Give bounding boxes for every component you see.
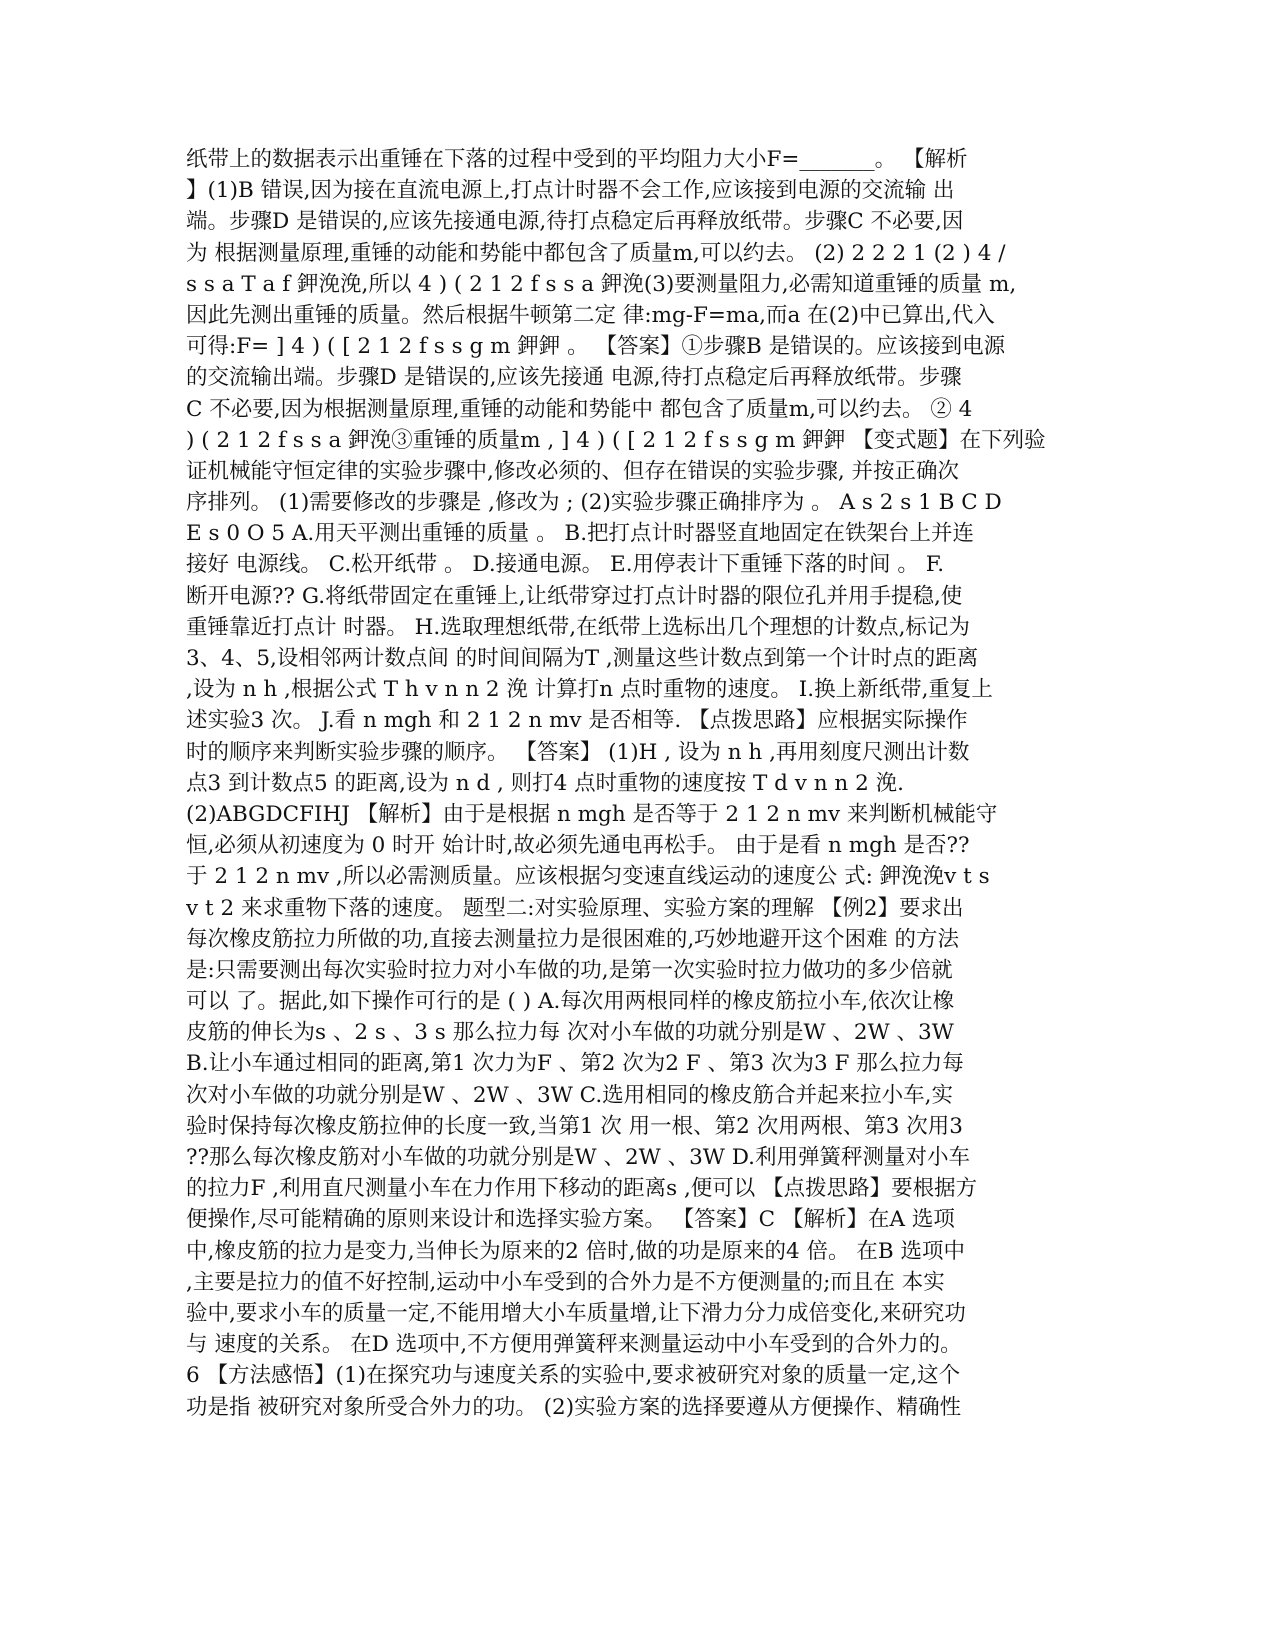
text-line: C 不必要,因为根据测量原理,重锤的动能和势能中 都包含了质量m,可以约去。 ② 4 bbox=[186, 396, 973, 422]
text-line: 纸带上的数据表示出重锤在下落的过程中受到的平均阻力大小F=_______。 【解析 bbox=[186, 147, 968, 172]
text-line: ,主要是拉力的值不好控制,运动中小车受到的合外力是不方便测量的;而且在 本实 bbox=[186, 1269, 945, 1295]
text-line: 皮筋的伸长为s 、2 s 、3 s 那么拉力每 次对小车做的功就分别是W 、2W 、3W bbox=[186, 1020, 954, 1046]
text-line: 于 2 1 2 n mv ,所以必需测质量。应该根据匀变速直线运动的速度公 式: 鉀浼浼v t s bbox=[186, 864, 990, 890]
text-line: ) ( 2 1 2 f s s a 鉀浼③重锤的质量m , ] 4 ) ( [ 2 1 2 f s s g m 鉀鉀 【变式题】在下列验 bbox=[186, 427, 1046, 453]
text-line: 点3 到计数点5 的距离,设为 n d , 则打4 点时重物的速度按 T d v n n 2 浼. bbox=[186, 770, 904, 796]
text-line: 证机械能守恒定律的实验步骤中,修改必须的、但存在错误的实验步骤, 并按正确次 bbox=[186, 458, 960, 484]
text-line: ??那么每次橡皮筋对小车做的功就分别是W 、2W 、3W D.利用弹簧秤测量对小车 bbox=[186, 1145, 971, 1170]
text-line: s s a T a f 鉀浼浼,所以 4 ) ( 2 1 2 f s s a 鉀浼(3)要测量阻力,必需知道重锤的质量 m, bbox=[186, 271, 1017, 297]
text-line: 与 速度的关系。 在D 选项中,不方便用弹簧秤来测量运动中小车受到的合外力的。 bbox=[186, 1332, 962, 1358]
text-line: 断开电源?? G.将纸带固定在重锤上,让纸带穿过打点计时器的限位孔并用手提稳,使 bbox=[186, 583, 963, 609]
text-line: 重锤靠近打点计 时器。 H.选取理想纸带,在纸带上选标出几个理想的计数点,标记为 bbox=[186, 614, 970, 640]
text-line: 可得:F= ] 4 ) ( [ 2 1 2 f s s g m 鉀鉀 。 【答案】①步骤B 是错误的。应该接到电源 bbox=[186, 334, 1006, 360]
text-line: 时的顺序来判断实验步骤的顺序。 【答案】 (1)H , 设为 n h ,再用刻度尺测出计数 bbox=[186, 739, 970, 765]
text-line: (2)ABGDCFIHJ 【解析】由于是根据 n mgh 是否等于 2 1 2 n mv 来判断机械能守 bbox=[186, 801, 998, 827]
text-line: v t 2 来求重物下落的速度。 题型二:对实验原理、实验方案的理解 【例2】要求出 bbox=[186, 895, 964, 921]
text-line: 】(1)B 错误,因为接在直流电源上,打点计时器不会工作,应该接到电源的交流输 出 bbox=[186, 178, 955, 204]
text-line: 3、4、5,设相邻两计数点间 的时间间隔为T ,测量这些计数点到第一个计时点的距离 bbox=[186, 646, 979, 671]
text-line: ,设为 n h ,根据公式 T h v n n 2 浼 计算打n 点时重物的速度。 I.换上新纸带,重复上 bbox=[186, 677, 993, 703]
text-line: 的拉力F ,利用直尺测量小车在力作用下移动的距离s ,便可以 【点拨思路】要根据方 bbox=[186, 1176, 978, 1202]
text-line: 功是指 被研究对象所受合外力的功。 (2)实验方案的选择要遵从方便操作、精确性 bbox=[186, 1394, 962, 1420]
text-line: 便操作,尽可能精确的原则来设计和选择实验方案。 【答案】C 【解析】在A 选项 bbox=[186, 1207, 955, 1233]
text-line: 序排列。 (1)需要修改的步骤是 ,修改为 ; (2)实验步骤正确排序为 。 A s 2 s 1 B C D bbox=[186, 490, 1002, 516]
text-line: 接好 电源线。 C.松开纸带 。 D.接通电源。 E.用停表计下重锤下落的时间 。 F. bbox=[186, 552, 945, 578]
text-line: 中,橡皮筋的拉力是变力,当伸长为原来的2 倍时,做的功是原来的4 倍。 在B 选项中 bbox=[186, 1238, 966, 1264]
text-line: 次对小车做的功就分别是W 、2W 、3W C.选用相同的橡皮筋合并起来拉小车,实 bbox=[186, 1082, 954, 1108]
text-line: 端。步骤D 是错误的,应该先接通电源,待打点稳定后再释放纸带。步骤C 不必要,因 bbox=[186, 209, 964, 235]
text-line: 每次橡皮筋拉力所做的功,直接去测量拉力是很困难的,巧妙地避开这个困难 的方法 bbox=[186, 926, 960, 952]
text-line: B.让小车通过相同的距离,第1 次力为F 、第2 次为2 F 、第3 次为3 F 那么拉力每 bbox=[186, 1051, 964, 1077]
text-line: 恒,必须从初速度为 0 时开 始计时,故必须先通电再松手。 由于是看 n mgh 是否?? bbox=[186, 833, 970, 859]
text-line: 验中,要求小车的质量一定,不能用增大小车质量增,让下滑力分力成倍变化,来研究功 bbox=[186, 1300, 966, 1326]
body-text bbox=[186, 144, 1094, 1423]
text-line: 为 根据测量原理,重锤的动能和势能中都包含了质量m,可以约去。 (2) 2 2 2 1 (2 ) 4 / bbox=[186, 240, 1006, 266]
text-line: E s 0 O 5 A.用天平测出重锤的质量 。 B.把打点计时器竖直地固定在铁架台上并连 bbox=[186, 521, 975, 547]
text-line: 可以 了。据此,如下操作可行的是 ( ) A.每次用两根同样的橡皮筋拉小车,依次让橡 bbox=[186, 989, 955, 1015]
text-line: 验时保持每次橡皮筋拉伸的长度一致,当第1 次 用一根、第2 次用两根、第3 次用3 bbox=[186, 1113, 963, 1139]
text-line: 的交流输出端。步骤D 是错误的,应该先接通 电源,待打点稳定后再释放纸带。步骤 bbox=[186, 365, 962, 391]
text-line: 是:只需要测出每次实验时拉力对小车做的功,是第一次实验时拉力做功的多少倍就 bbox=[186, 957, 953, 983]
text-line: 6 【方法感悟】(1)在探究功与速度关系的实验中,要求被研究对象的质量一定,这个 bbox=[186, 1363, 961, 1389]
text-line: 述实验3 次。 J.看 n mgh 和 2 1 2 n mv 是否相等. 【点拨思路】应根据实际操作 bbox=[186, 708, 968, 734]
text-line: 因此先测出重锤的质量。然后根据牛顿第二定 律:mg-F=ma,而a 在(2)中已算出,代入 bbox=[186, 302, 995, 328]
